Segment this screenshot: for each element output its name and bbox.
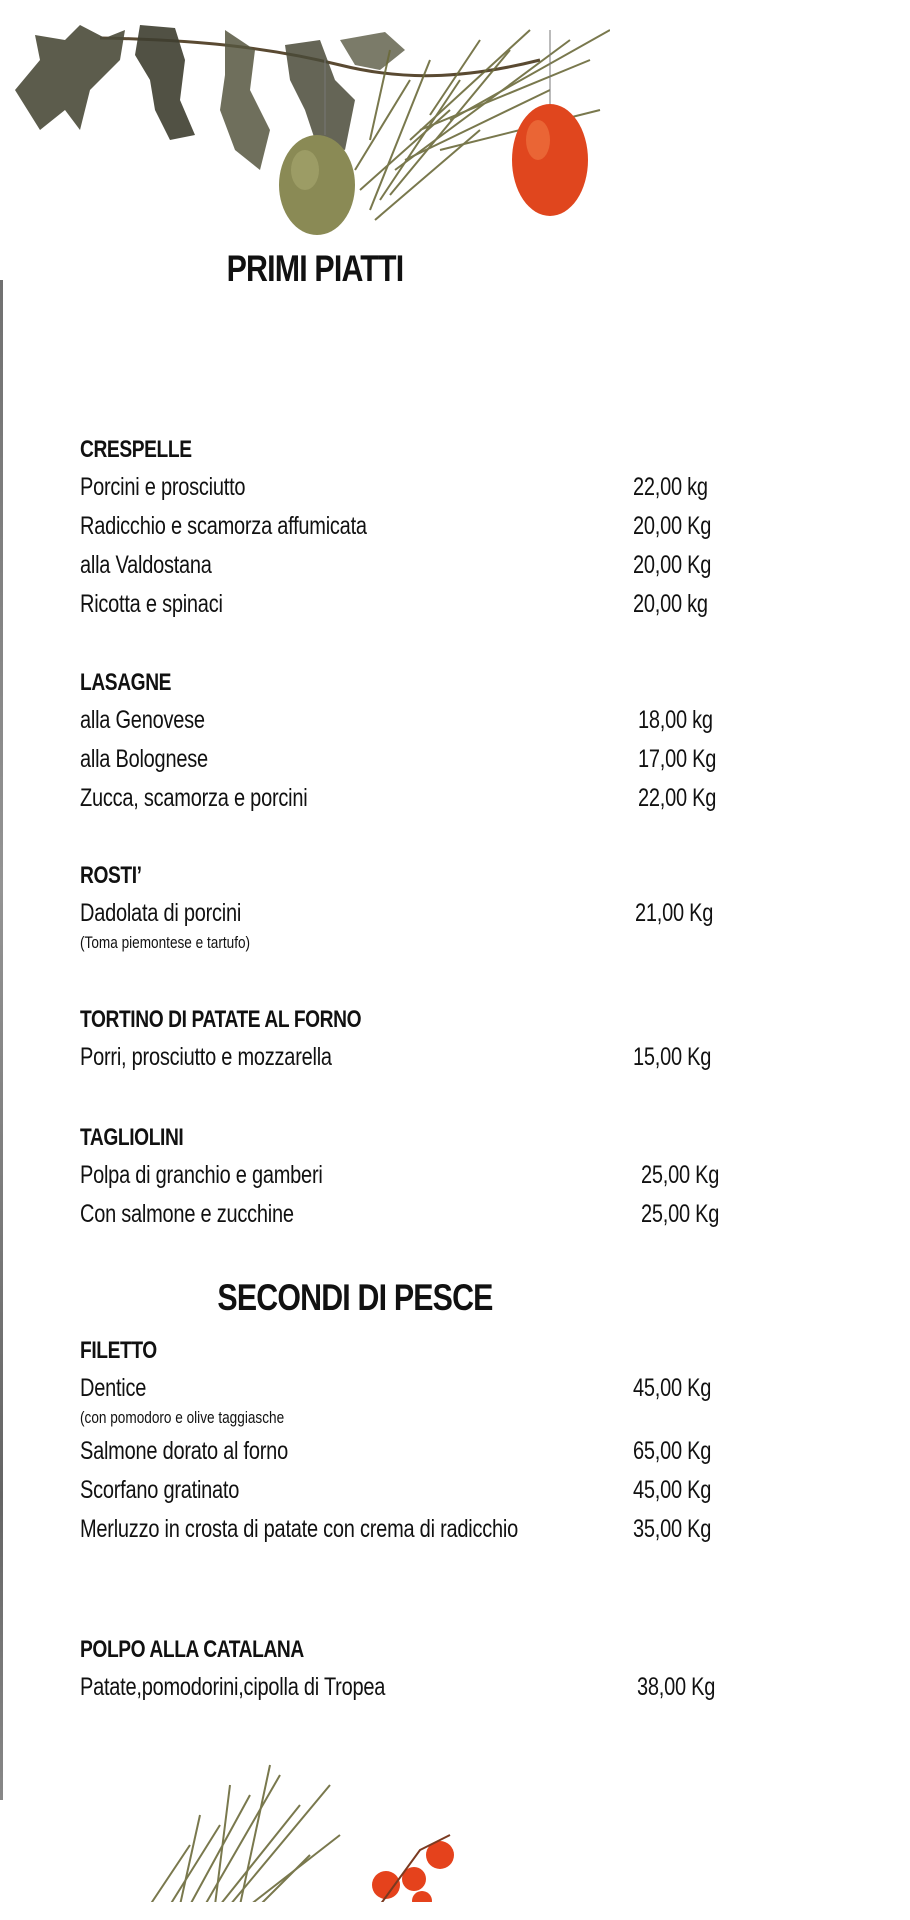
section-heading: TORTINO DI PATATE AL FORNO — [80, 1006, 362, 1033]
section-heading: LASAGNE — [80, 669, 172, 696]
item-name: Dentice — [80, 1374, 147, 1402]
item-price: 20,00 kg — [633, 590, 708, 618]
menu-item — [80, 894, 730, 933]
menu-item — [80, 740, 730, 779]
menu-item — [80, 1432, 730, 1471]
item-price: 15,00 Kg — [633, 1043, 712, 1071]
menu-item — [80, 701, 730, 740]
item-name: Dadolata di porcini — [80, 899, 242, 927]
item-name: Radicchio e scamorza affumicata — [80, 512, 367, 540]
item-price: 35,00 Kg — [633, 1515, 712, 1543]
item-price: 20,00 Kg — [633, 512, 712, 540]
menu-item — [80, 1195, 730, 1234]
item-note: (con pomodoro e olive taggiasche — [80, 1408, 285, 1427]
menu-item — [80, 507, 730, 546]
section-heading: TAGLIOLINI — [80, 1124, 184, 1151]
menu-item — [80, 1510, 730, 1549]
item-price: 22,00 Kg — [638, 784, 717, 812]
item-name: Zucca, scamorza e porcini — [80, 784, 308, 812]
item-price: 18,00 kg — [638, 706, 713, 734]
christmas-decoration-bottom — [130, 1755, 470, 1905]
menu-item — [80, 1471, 730, 1510]
menu-item — [80, 1369, 730, 1408]
menu-item — [80, 1668, 730, 1707]
section-heading: ROSTI’ — [80, 862, 142, 889]
item-price: 25,00 Kg — [641, 1161, 720, 1189]
item-price: 17,00 Kg — [638, 745, 717, 773]
item-price: 45,00 Kg — [633, 1476, 712, 1504]
item-name: Patate,pomodorini,cipolla di Tropea — [80, 1673, 386, 1701]
item-name: alla Bolognese — [80, 745, 208, 773]
item-name: alla Genovese — [80, 706, 205, 734]
item-name: Merluzzo in crosta di patate con crema di radicchio — [80, 1515, 518, 1543]
item-name: Porcini e prosciutto — [80, 473, 246, 501]
christmas-decoration-top — [10, 20, 610, 240]
menu-item — [80, 1156, 730, 1195]
item-name: Porri, prosciutto e mozzarella — [80, 1043, 332, 1071]
menu-item — [80, 585, 730, 624]
item-name: Ricotta e spinaci — [80, 590, 223, 618]
item-price: 45,00 Kg — [633, 1374, 712, 1402]
menu-section-filetto — [80, 1333, 730, 1549]
menu-section-lasagne — [80, 665, 730, 818]
item-note: (Toma piemontese e tartufo) — [80, 933, 251, 952]
item-price: 20,00 Kg — [633, 551, 712, 579]
item-price: 65,00 Kg — [633, 1437, 712, 1465]
item-price: 22,00 kg — [633, 473, 708, 501]
item-name: alla Valdostana — [80, 551, 212, 579]
menu-item — [80, 468, 730, 507]
item-name: Salmone dorato al forno — [80, 1437, 288, 1465]
section-heading: FILETTO — [80, 1337, 157, 1364]
menu-item — [80, 779, 730, 818]
item-name: Con salmone e zucchine — [80, 1200, 294, 1228]
menu-section-rosti — [80, 858, 730, 957]
secondi-di-pesce-title: SECONDI DI PESCE — [217, 1277, 493, 1318]
item-name: Scorfano gratinato — [80, 1476, 240, 1504]
item-price: 25,00 Kg — [641, 1200, 720, 1228]
scan-edge — [0, 280, 3, 1800]
item-price: 38,00 Kg — [637, 1673, 716, 1701]
section-heading: CRESPELLE — [80, 436, 192, 463]
menu-item — [80, 1038, 730, 1077]
item-price: 21,00 Kg — [635, 899, 714, 927]
menu-section-crespelle — [80, 432, 730, 624]
section-heading: POLPO ALLA CATALANA — [80, 1636, 304, 1663]
menu-section-polpo — [80, 1632, 730, 1707]
item-name: Polpa di granchio e gamberi — [80, 1161, 323, 1189]
menu-section-tortino — [80, 1002, 730, 1077]
primi-piatti-title: PRIMI PIATTI — [226, 248, 404, 289]
menu-item — [80, 546, 730, 585]
menu-section-tagliolini — [80, 1120, 730, 1234]
page-bottom-margin — [0, 1902, 910, 1920]
